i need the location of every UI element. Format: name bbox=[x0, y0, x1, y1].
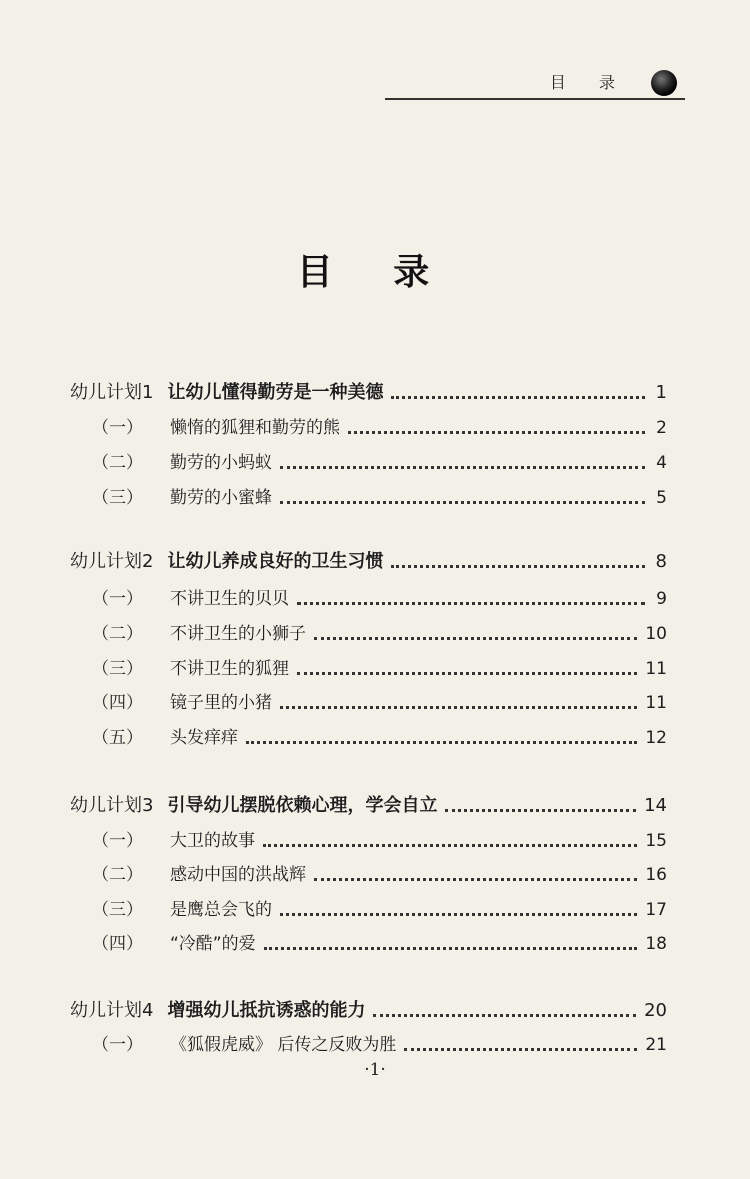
toc-label: 让幼儿懂得勤劳是一种美德 bbox=[167, 382, 384, 403]
toc-label: 头发痒痒 bbox=[170, 728, 238, 748]
dot-leader bbox=[314, 878, 637, 881]
toc-number: （一） bbox=[92, 589, 143, 609]
toc-label: 不讲卫生的贝贝 bbox=[170, 589, 289, 609]
toc-section[interactable] bbox=[92, 856, 667, 886]
dot-leader bbox=[280, 501, 645, 504]
dot-leader bbox=[391, 396, 645, 399]
toc-page: 17 bbox=[645, 900, 667, 920]
dot-leader bbox=[264, 947, 638, 950]
toc-section[interactable] bbox=[92, 409, 667, 439]
toc-number: （三） bbox=[92, 900, 143, 920]
toc-page: 15 bbox=[645, 831, 667, 851]
dot-leader bbox=[404, 1048, 637, 1051]
toc-page: 4 bbox=[656, 453, 667, 473]
toc-page: 18 bbox=[645, 934, 667, 954]
toc-chapter[interactable] bbox=[70, 374, 667, 404]
toc-label: 勤劳的小蜜蜂 bbox=[170, 488, 272, 508]
dot-leader bbox=[297, 672, 637, 675]
toc-label: 大卫的故事 bbox=[170, 831, 255, 851]
toc-page: 21 bbox=[645, 1035, 667, 1055]
toc-section[interactable] bbox=[92, 479, 667, 509]
toc-label: 不讲卫生的狐狸 bbox=[170, 659, 289, 679]
toc-page: 20 bbox=[644, 1000, 667, 1021]
toc-chapter[interactable] bbox=[70, 992, 667, 1022]
toc-label: 镜子里的小猪 bbox=[170, 693, 272, 713]
running-header-text: 目 录 bbox=[549, 73, 629, 92]
toc-number: （一） bbox=[92, 831, 143, 851]
toc-number: 幼儿计划1 bbox=[70, 382, 154, 403]
toc-label: 懒惰的狐狸和勤劳的熊 bbox=[170, 418, 340, 438]
toc-label: 勤劳的小蚂蚁 bbox=[170, 453, 272, 473]
toc-page: 11 bbox=[645, 693, 667, 713]
toc-section[interactable] bbox=[92, 615, 667, 645]
dot-leader bbox=[280, 466, 645, 469]
dot-leader bbox=[314, 637, 637, 640]
toc-number: （二） bbox=[92, 865, 143, 885]
toc-label: “冷酷”的爱 bbox=[170, 934, 256, 954]
toc-page: 8 bbox=[655, 551, 667, 572]
toc-chapter[interactable] bbox=[70, 543, 667, 573]
toc-label: 是鹰总会飞的 bbox=[170, 900, 272, 920]
toc-number: （三） bbox=[92, 488, 143, 508]
toc-number: （二） bbox=[92, 453, 143, 473]
dot-leader bbox=[246, 741, 637, 744]
toc-number: 幼儿计划3 bbox=[70, 795, 154, 816]
toc-number: （五） bbox=[92, 728, 143, 748]
dot-leader bbox=[297, 602, 645, 605]
toc-page: 5 bbox=[656, 488, 667, 508]
toc-label: 《狐假虎威》 后传之反败为胜 bbox=[170, 1035, 397, 1055]
toc-page: 14 bbox=[644, 795, 667, 816]
toc-number: （二） bbox=[92, 624, 143, 644]
dot-leader bbox=[280, 913, 637, 916]
toc-page: 2 bbox=[656, 418, 667, 438]
toc-page: 16 bbox=[645, 865, 667, 885]
toc-number: （三） bbox=[92, 659, 143, 679]
toc-section[interactable] bbox=[92, 580, 667, 610]
dot-leader bbox=[280, 706, 637, 709]
toc-section[interactable] bbox=[92, 444, 667, 474]
toc-label: 引导幼儿摆脱依赖心理，学会自立 bbox=[167, 795, 438, 816]
toc-section[interactable] bbox=[92, 719, 667, 749]
dot-leader bbox=[373, 1014, 636, 1017]
toc-label: 不讲卫生的小狮子 bbox=[170, 624, 306, 644]
toc-section[interactable] bbox=[92, 1026, 667, 1056]
toc-section[interactable] bbox=[92, 925, 667, 955]
toc-section[interactable] bbox=[92, 684, 667, 714]
toc-number: （四） bbox=[92, 693, 143, 713]
toc-page: 1 bbox=[655, 382, 667, 403]
page-number: ·1· bbox=[364, 1060, 386, 1080]
toc-page: 10 bbox=[645, 624, 667, 644]
toc-number: （一） bbox=[92, 1035, 143, 1055]
dot-leader bbox=[445, 809, 636, 812]
toc-section[interactable] bbox=[92, 822, 667, 852]
toc-label: 让幼儿养成良好的卫生习惯 bbox=[167, 551, 384, 572]
dot-leader bbox=[391, 565, 645, 568]
toc-page: 11 bbox=[645, 659, 667, 679]
toc-label: 感动中国的洪战辉 bbox=[170, 865, 306, 885]
dot-leader bbox=[263, 844, 637, 847]
toc-page: 12 bbox=[645, 728, 667, 748]
toc-number: 幼儿计划2 bbox=[70, 551, 154, 572]
page-title: 目 录 bbox=[296, 252, 454, 293]
toc-chapter[interactable] bbox=[70, 787, 667, 817]
toc-section[interactable] bbox=[92, 650, 667, 680]
dot-leader bbox=[348, 431, 645, 434]
toc-label: 增强幼儿抵抗诱惑的能力 bbox=[167, 1000, 366, 1021]
toc-number: （四） bbox=[92, 934, 143, 954]
toc-page: 9 bbox=[656, 589, 667, 609]
toc-number: （一） bbox=[92, 418, 143, 438]
toc-number: 幼儿计划4 bbox=[70, 1000, 154, 1021]
toc-section[interactable] bbox=[92, 891, 667, 921]
